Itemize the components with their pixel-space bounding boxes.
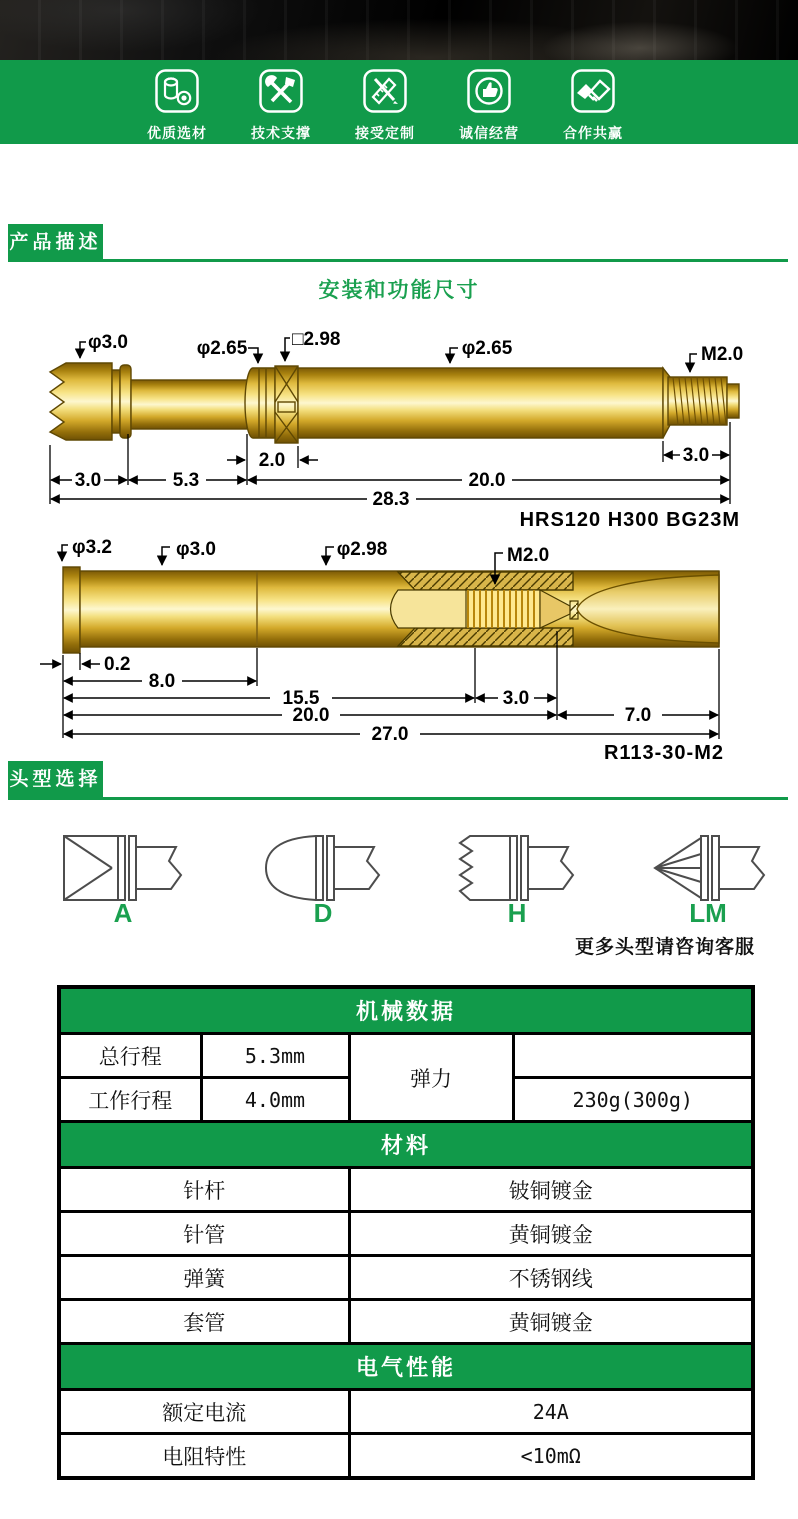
head-type-note: 更多头型请咨询客服 (574, 937, 755, 958)
handshake-icon (570, 68, 616, 119)
feature-quality-material (138, 68, 216, 143)
table-header-material: 材料 (59, 1122, 753, 1168)
mech-label: 工作行程 (59, 1078, 201, 1122)
head-type-label-h: H (507, 898, 527, 928)
dim-overall-2: 27.0 (371, 724, 409, 745)
ruler-pencil-icon (362, 68, 408, 119)
label-tip-dia: φ3.0 (88, 332, 129, 353)
mech-value: 5.3mm (201, 1034, 349, 1078)
probe-plunger-shaft (131, 380, 247, 429)
electrical-label: 电阻特性 (59, 1434, 349, 1479)
label-tube-dia: φ3.0 (175, 539, 217, 560)
table-header-mechanical: 机械数据 (59, 987, 753, 1034)
probe-head-ridge (120, 365, 131, 438)
electrical-value: <10mΩ (349, 1434, 753, 1479)
receptacle-cutaway (391, 572, 579, 646)
label-thread-spec: M2.0 (701, 344, 744, 365)
label-thread-spec-2: M2.0 (507, 545, 550, 566)
feature-cooperation (554, 68, 632, 143)
dim-thread: 3.0 (682, 445, 710, 466)
mech-label: 总行程 (59, 1034, 201, 1078)
receptacle-drawing (0, 533, 798, 763)
feature-strip (0, 60, 798, 144)
dim-barrel: 20.0 (468, 470, 506, 491)
spring-force-label: 弹力 (349, 1034, 513, 1122)
label-knurl-square: □2.98 (292, 329, 341, 350)
spring-force-empty-cell (513, 1034, 753, 1078)
head-type-label-lm: LM (689, 898, 727, 928)
dim-overall: 28.3 (372, 489, 410, 510)
feature-tech-support (242, 68, 320, 143)
electrical-label: 额定电流 (59, 1390, 349, 1434)
material-value: 黄铜镀金 (349, 1212, 753, 1256)
dim-thread-2: 3.0 (502, 688, 530, 709)
label-inner-dia: φ2.98 (336, 539, 388, 560)
feature-label: 合作共赢 (563, 125, 623, 141)
material-value: 黄铜镀金 (349, 1300, 753, 1344)
material-cylinder-icon (154, 68, 200, 119)
drawing-title: 安装和功能尺寸 (318, 279, 480, 302)
table-header-electrical: 电气性能 (59, 1344, 753, 1390)
dim-mid: 15.5 (282, 688, 320, 709)
material-label: 针管 (59, 1212, 349, 1256)
probe-serrated-head (50, 363, 112, 440)
section-rule (8, 259, 788, 262)
feature-customization (346, 68, 424, 143)
electrical-value: 24A (349, 1390, 753, 1434)
head-type-figure-lm (643, 832, 771, 904)
feature-list (138, 68, 632, 143)
head-type-figure-h (452, 832, 580, 904)
head-type-figure-a (60, 832, 188, 904)
material-value: 不锈钢线 (349, 1256, 753, 1300)
part-number-1: HRS120 H300 BG23M (519, 509, 740, 530)
table-row (59, 1390, 753, 1434)
dim-tail: 7.0 (624, 705, 652, 726)
table-row (59, 1434, 753, 1479)
feature-label: 技术支撑 (251, 125, 311, 141)
receptacle-flange (63, 567, 80, 653)
probe-thread-tip (727, 384, 739, 418)
head-type-figure-d (258, 832, 386, 904)
dim-tip: 3.0 (74, 470, 102, 491)
feature-label: 优质选材 (147, 125, 207, 141)
feature-label: 诚信经营 (459, 125, 519, 141)
label-plunger-dia: φ2.65 (196, 338, 248, 359)
factory-photo-banner (0, 0, 798, 60)
feature-integrity (450, 68, 528, 143)
table-row (59, 1034, 753, 1078)
part-number-2: R113-30-M2 (603, 742, 724, 763)
head-type-label-a: A (113, 898, 133, 928)
table-row (59, 1300, 753, 1344)
probe-barrel-cap (245, 368, 275, 438)
feature-label: 接受定制 (355, 125, 415, 141)
dim-knurl: 2.0 (258, 450, 286, 471)
material-label: 弹簧 (59, 1256, 349, 1300)
material-label: 套管 (59, 1300, 349, 1344)
section-rule-2 (8, 797, 788, 800)
section-product-description: 产品描述 (8, 224, 103, 262)
label-flange-dia: φ3.2 (72, 537, 113, 558)
table-row (59, 1256, 753, 1300)
dim-front: 8.0 (148, 671, 176, 692)
probe-drawing (0, 322, 798, 530)
thumbs-up-icon (466, 68, 512, 119)
spring-force-value: 230g(300g) (513, 1078, 753, 1122)
label-barrel-dia: φ2.65 (461, 338, 513, 359)
probe-barrel (298, 368, 663, 438)
dim-main: 20.0 (292, 705, 330, 726)
table-row (59, 1212, 753, 1256)
spec-table (57, 985, 755, 1480)
tools-icon (258, 68, 304, 119)
dim-flange: 0.2 (104, 654, 131, 675)
probe-head-groove (112, 370, 120, 433)
section-head-type: 头型选择 (8, 761, 103, 799)
dim-plunger: 5.3 (172, 470, 200, 491)
mech-value: 4.0mm (201, 1078, 349, 1122)
material-label: 针杆 (59, 1168, 349, 1212)
material-value: 铍铜镀金 (349, 1168, 753, 1212)
head-type-label-d: D (313, 898, 333, 928)
table-row (59, 1168, 753, 1212)
